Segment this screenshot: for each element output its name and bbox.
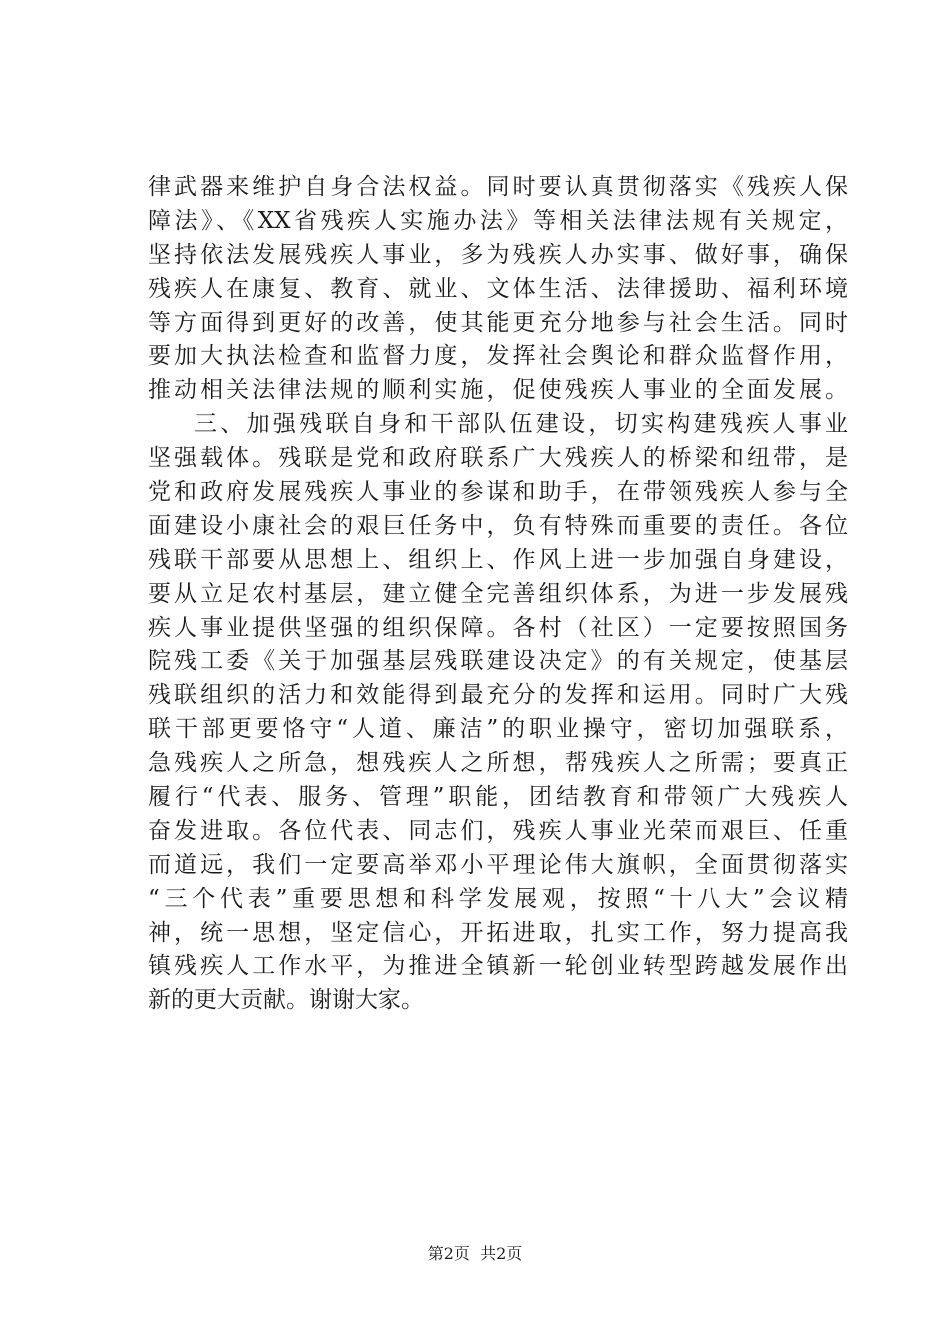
text-line: 而道远，我们一定要高举邓小平理论伟大旗帜，全面贯彻落实 [148, 851, 848, 878]
text-line: 党和政府发展残疾人事业的参谋和助手，在带领残疾人参与全 [148, 479, 848, 506]
text-line: 要加大执法检查和监督力度，发挥社会舆论和群众监督作用， [148, 343, 848, 370]
text-line: 奋发进取。各位代表、同志们，残疾人事业光荣而艰巨、任重 [148, 817, 848, 844]
text-line: 等方面得到更好的改善，使其能更充分地参与社会生活。同时 [148, 309, 848, 336]
text-line: 联干部更要恪守“人道、廉洁”的职业操守，密切加强联系， [148, 716, 848, 743]
text-line: 三、加强残联自身和干部队伍建设，切实构建残疾人事业 [194, 411, 848, 438]
page-number-footer: 第2页 共2页 [427, 1244, 523, 1263]
text-line: 神，统一思想，坚定信心，开拓进取，扎实工作，努力提高我 [148, 919, 848, 946]
text-line: 新的更大贡献。谢谢大家。 [148, 987, 424, 1014]
text-line: 镇残疾人工作水平，为推进全镇新一轮创业转型跨越发展作出 [148, 953, 848, 980]
text-line: 急残疾人之所急，想残疾人之所想，帮残疾人之所需；要真正 [148, 750, 848, 777]
text-line: 履行“代表、服务、管理”职能，团结教育和带领广大残疾人 [148, 784, 848, 811]
text-line: 残疾人在康复、教育、就业、文体生活、法律援助、福利环境 [148, 275, 848, 302]
text-line: 要从立足农村基层，建立健全完善组织体系，为进一步发展残 [148, 580, 848, 607]
text-line: 面建设小康社会的艰巨任务中，负有特殊而重要的责任。各位 [148, 512, 848, 539]
text-line: 疾人事业提供坚强的组织保障。各村（社区）一定要按照国务 [148, 614, 848, 641]
body-text [148, 171, 848, 1018]
text-line: 坚强载体。残联是党和政府联系广大残疾人的桥梁和纽带，是 [148, 445, 848, 472]
text-line: 坚持依法发展残疾人事业，多为残疾人办实事、做好事，确保 [148, 241, 848, 268]
text-line: 院残工委《关于加强基层残联建设决定》的有关规定，使基层 [148, 648, 848, 675]
text-line: 推动相关法律法规的顺利实施，促使残疾人事业的全面发展。 [148, 377, 848, 404]
text-line: 障法》、《XX省残疾人实施办法》等相关法律法规有关规定， [148, 207, 848, 234]
text-line: 残联干部要从思想上、组织上、作风上进一步加强自身建设， [148, 546, 848, 573]
text-line: 律武器来维护自身合法权益。同时要认真贯彻落实《残疾人保 [148, 174, 848, 200]
text-line: “三个代表”重要思想和科学发展观，按照“十八大”会议精 [148, 885, 848, 912]
text-line: 残联组织的活力和效能得到最充分的发挥和运用。同时广大残 [148, 682, 848, 709]
